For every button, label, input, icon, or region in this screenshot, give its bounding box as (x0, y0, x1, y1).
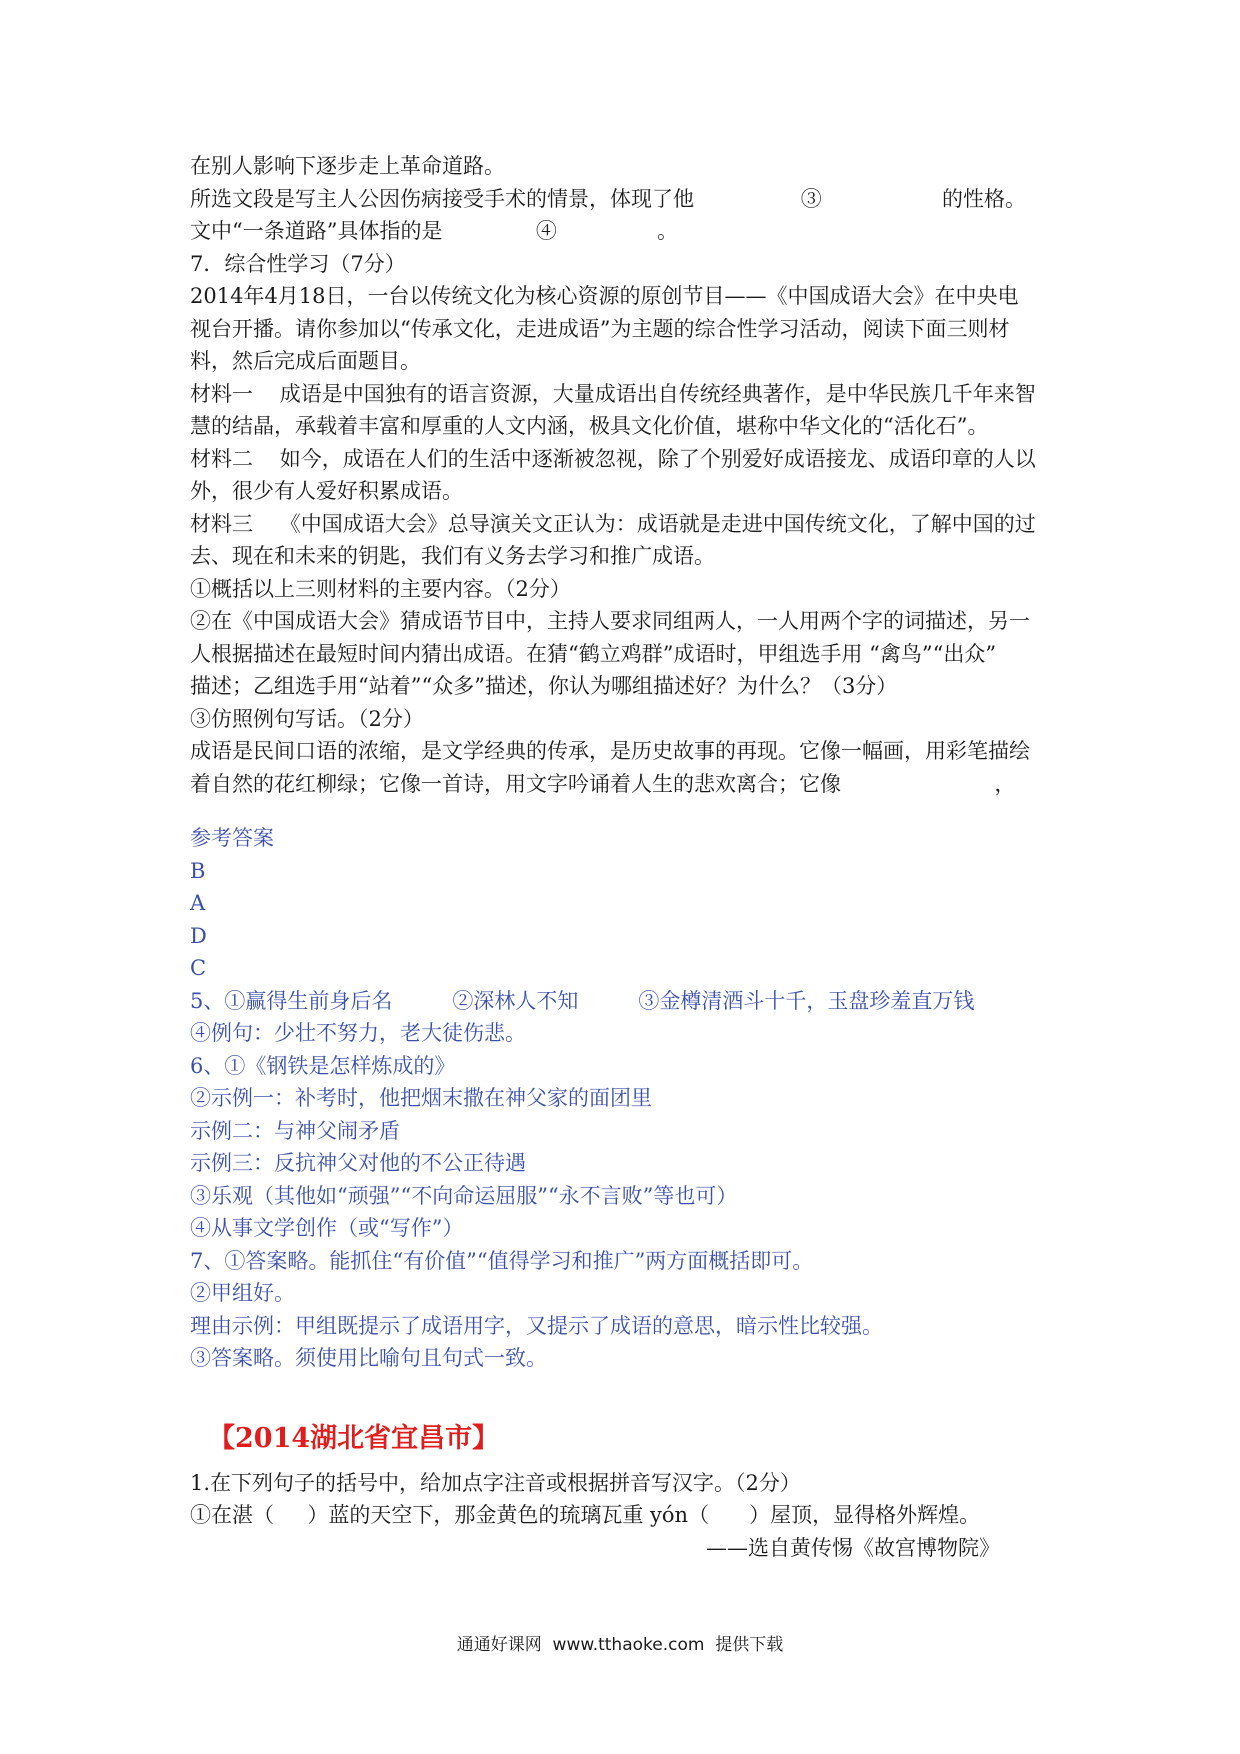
answer-line: ③答案略。须使用比喻句且句式一致。 (190, 1346, 547, 1370)
sub-question-1: ①概括以上三则材料的主要内容。（2分） (190, 576, 571, 601)
text-line: 在别人影响下逐步走上革命道路。 (190, 154, 505, 178)
text-line: 视台开播。请你参加以“传承文化，走进成语”为主题的综合性学习活动，阅读下面三则材 (190, 316, 1010, 341)
answer-q5-c: ③金樽清酒斗十千，玉盘珍羞直万钱 (638, 988, 975, 1013)
section-heading: 【2014湖北省宜昌市】 (208, 1422, 500, 1454)
section-line: ①在湛（ ）蓝的天空下，那金黄色的琉璃瓦重 yón（ ）屋顶，显得格外辉煌。 (190, 1503, 981, 1527)
text-line: 外，很少有人爱好积累成语。 (190, 479, 463, 503)
answer-line: 示例二：与神父闹矛盾 (190, 1118, 400, 1143)
text-line: 描述；乙组选手用“站着”“众多”描述，你认为哪组描述好？为什么？（3分） (190, 674, 898, 698)
text-line: 文中“一条道路”具体指的是 ④ 。 (190, 219, 679, 243)
section-question-1: 1.在下列句子的括号中，给加点字注音或根据拼音写汉字。（2分） (190, 1470, 801, 1495)
text-line: 着自然的花红柳绿；它像一首诗，用文字吟诵着人生的悲欢离合；它像 ， (190, 771, 1016, 796)
text-line: 料，然后完成后面题目。 (190, 349, 421, 373)
text-line: 所选文段是写主人公因伤病接受手术的情景，体现了他 ③ 的性格。 (190, 186, 1026, 211)
answer-item: C (190, 956, 207, 980)
answer-item: A (190, 891, 206, 915)
answer-line: ④例句：少壮不努力，老大徒伤悲。 (190, 1021, 526, 1045)
answer-line: 6、①《钢铁是怎样炼成的》 (190, 1053, 456, 1078)
text-line: 去、现在和未来的钥匙，我们有义务去学习和推广成语。 (190, 544, 715, 568)
page-content (190, 150, 1060, 1564)
material-three: 材料三 《中国成语大会》总导演关文正认为：成语就是走进中国传统文化，了解中国的过 (190, 511, 1036, 536)
answer-line: ④从事文学创作（或“写作”） (190, 1216, 464, 1240)
answer-line: 理由示例：甲组既提示了成语用字，又提示了成语的意思，暗示性比较强。 (190, 1313, 883, 1338)
page-footer: 通通好课网 www.tthaoke.com 提供下载 (456, 1635, 784, 1655)
text-line: 人根据描述在最短时间内猜出成语。在猜“鹤立鸡群”成语时，甲组选手用 “禽鸟”“出众” (190, 641, 997, 666)
text-line: 慧的结晶，承载着丰富和厚重的人文内涵，极具文化价值，堪称中华文化的“活化石”。 (190, 414, 989, 438)
answer-q5-b: ②深林人不知 (452, 988, 579, 1013)
answer-q5 (190, 985, 1060, 1018)
answer-title: 参考答案 (190, 826, 274, 850)
question-7-title: 7．综合性学习（7分） (190, 251, 406, 276)
answer-item: B (190, 858, 206, 883)
answer-item: D (190, 923, 207, 948)
answer-line: ②甲组好。 (190, 1281, 295, 1305)
answer-line: 7、①答案略。能抓住“有价值”“值得学习和推广”两方面概括即可。 (190, 1248, 814, 1273)
answer-section (190, 822, 1060, 1375)
sub-question-2: ②在《中国成语大会》猜成语节目中，主持人要求同组两人，一人用两个字的词描述，另一 (190, 609, 1030, 633)
answer-line: ③乐观（其他如“顽强”“不向命运屈服”“永不言败”等也可） (190, 1183, 738, 1208)
material-one: 材料一 成语是中国独有的语言资源，大量成语出自传统经典著作，是中华民族几千年来智 (190, 381, 1036, 406)
text-line: 成语是民间口语的浓缩，是文学经典的传承，是历史故事的再现。它像一幅画，用彩笔描绘 (190, 739, 1030, 763)
answer-q5-a: 5、①赢得生前身后名 (190, 988, 393, 1013)
sub-question-3: ③仿照例句写话。（2分） (190, 706, 424, 731)
answer-line: ②示例一：补考时，他把烟末撒在神父家的面团里 (190, 1086, 652, 1110)
answer-line: 示例三：反抗神父对他的不公正待遇 (190, 1151, 526, 1175)
source-attribution: ——选自黄传惕《故宫博物院》 (706, 1535, 1000, 1560)
material-two: 材料二 如今，成语在人们的生活中逐渐被忽视，除了个别爱好成语接龙、成语印章的人以 (190, 446, 1036, 471)
text-line: 2014年4月18日，一台以传统文化为核心资源的原创节目——《中国成语大会》在中央电 (190, 284, 1019, 308)
